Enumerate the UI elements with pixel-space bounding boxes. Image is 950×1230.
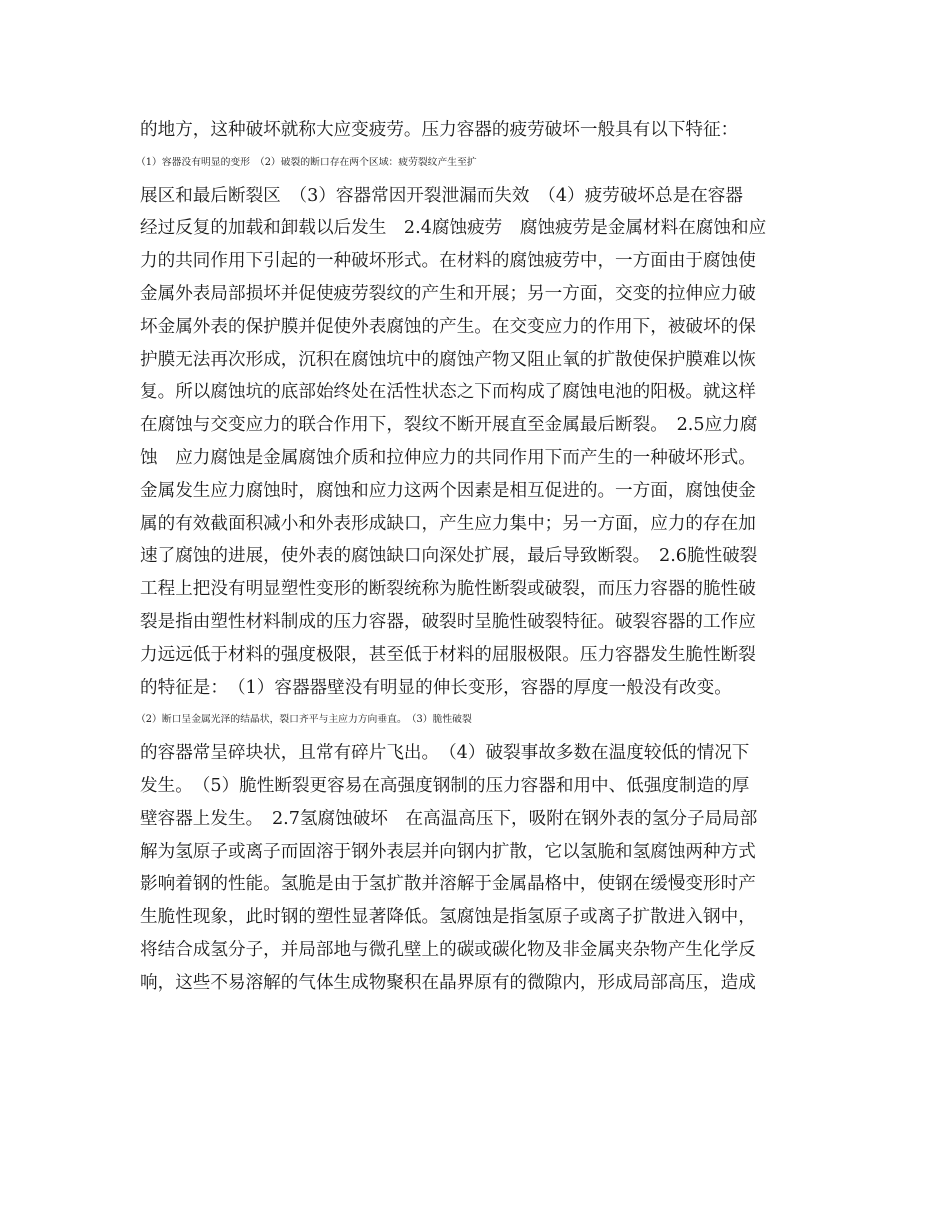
text-line: 属的有效截面积减小和外表形成缺口，产生应力集中；另一方面，应力的存在加 xyxy=(140,513,756,534)
text-line: 展区和最后断裂区 （3）容器常因开裂泄漏而失效 （4）疲劳破坏总是在容器 xyxy=(140,185,743,206)
text-line: 响，这些不易溶解的气体生成物聚积在晶界原有的微隙内，形成局部高压，造成 xyxy=(140,972,756,993)
text-line: 解为氢原子或离子而固溶于钢外表层并向钢内扩散，它以氢脆和氢腐蚀两种方式 xyxy=(140,841,756,862)
text-line: 经过反复的加载和卸载以后发生 2.4腐蚀疲劳 腐蚀疲劳是金属材料在腐蚀和应 xyxy=(140,218,767,239)
text-line: （1）容器没有明显的变形 （2）破裂的断口存在两个区域：疲劳裂纹产生至扩 xyxy=(136,156,477,168)
text-line: 金属发生应力腐蚀时，腐蚀和应力这两个因素是相互促进的。一方面，腐蚀使金 xyxy=(140,480,756,501)
text-line: 坏金属外表的保护膜并促使外表腐蚀的产生。在交变应力的作用下，被破坏的保 xyxy=(140,316,756,337)
text-line: 工程上把没有明显塑性变形的断裂统称为脆性断裂或破裂，而压力容器的脆性破 xyxy=(140,579,756,600)
text-line: 将结合成氢分子，并局部地与微孔壁上的碳或碳化物及非金属夹杂物产生化学反 xyxy=(140,939,756,960)
text-line: 裂是指由塑性材料制成的压力容器，破裂时呈脆性破裂特征。破裂容器的工作应 xyxy=(140,611,756,632)
text-line: 力的共同作用下引起的一种破坏形式。在材料的腐蚀疲劳中，一方面由于腐蚀使 xyxy=(140,251,756,272)
text-line: 的地方，这种破坏就称大应变疲劳。压力容器的疲劳破坏一般具有以下特征： xyxy=(140,120,739,140)
body-text xyxy=(136,114,820,1000)
text-line: 的容器常呈碎块状，且常有碎片飞出。 （4）破裂事故多数在温度较低的情况下 xyxy=(140,743,750,764)
text-line: 影响着钢的性能。氢脆是由于氢扩散并溶解于金属晶格中，使钢在缓慢变形时产 xyxy=(140,874,756,895)
text-line: 复。所以腐蚀坑的底部始终处在活性状态之下而构成了腐蚀电池的阳极。就这样 xyxy=(140,382,756,403)
text-line: 在腐蚀与交变应力的联合作用下，裂纹不断开展直至金属最后断裂。 2.5应力腐 xyxy=(140,415,758,436)
text-line: 护膜无法再次形成，沉积在腐蚀坑中的腐蚀产物又阻止氧的扩散使保护膜难以恢 xyxy=(140,349,756,370)
text-line: 金属外表局部损坏并促使疲劳裂纹的产生和开展；另一方面，交变的拉伸应力破 xyxy=(140,283,756,304)
text-line: 速了腐蚀的进展，使外表的腐蚀缺口向深处扩展，最后导致断裂。 2.6脆性破裂 xyxy=(140,546,758,567)
text-line: 生脆性现象，此时钢的塑性显著降低。氢腐蚀是指氢原子或离子扩散进入钢中， xyxy=(140,907,756,928)
text-line: 力远远低于材料的强度极限，甚至低于材料的屈服极限。压力容器发生脆性断裂 xyxy=(140,644,756,665)
text-line: （2）断口呈金属光泽的结晶状，裂口齐平与主应力方向垂直。 （3）脆性破裂 xyxy=(136,714,472,726)
text-line: 壁容器上发生。 2.7氢腐蚀破坏 在高温高压下，吸附在钢外表的氢分子局局部 xyxy=(140,808,758,829)
text-line: 的特征是： （1）容器器壁没有明显的伸长变形，容器的厚度一般没有改变。 xyxy=(140,677,732,698)
text-line: 蚀 应力腐蚀是金属腐蚀介质和拉伸应力的共同作用下而产生的一种破坏形式。 xyxy=(140,447,756,468)
text-line: 发生。 （5）脆性断裂更容易在高强度钢制的压力容器和用中、低强度制造的厚 xyxy=(140,775,750,796)
